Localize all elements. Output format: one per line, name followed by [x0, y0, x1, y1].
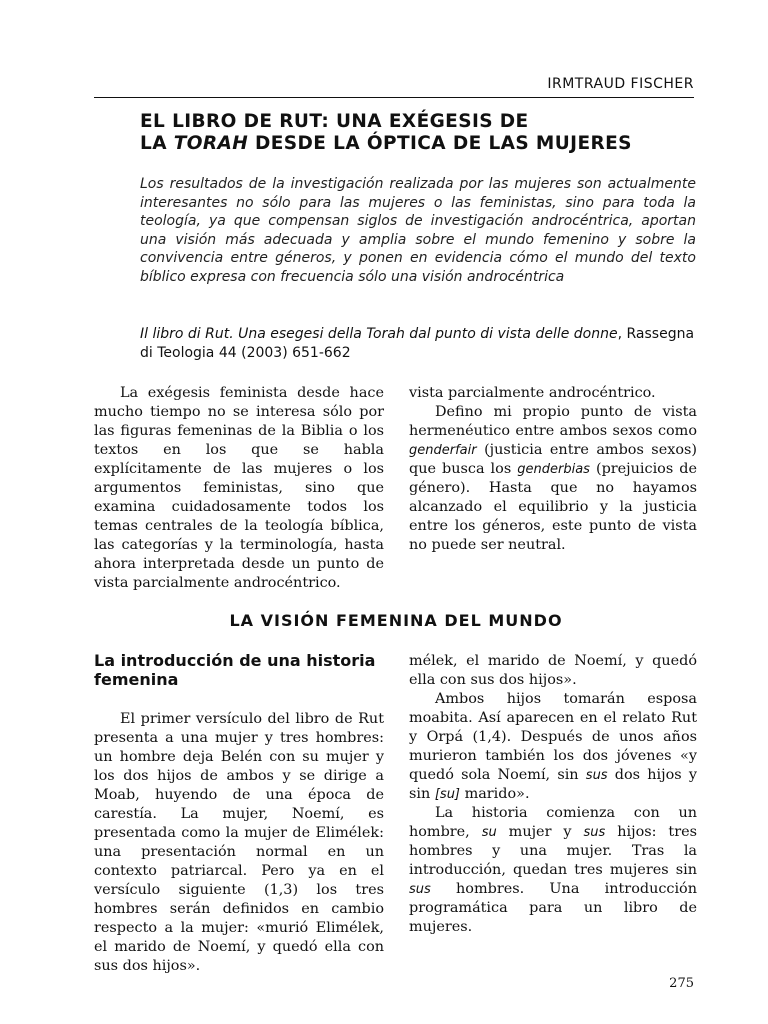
intro-paragraph-1-continued: vista parcialmente androcéntrico. [409, 385, 656, 401]
term-genderbias: genderbias [517, 462, 590, 477]
s-p3-c: hijos: tres hombres y una mujer. Tras la introducción, quedan tres mujeres sin [409, 824, 697, 878]
s-p3-b: mujer y [496, 824, 584, 840]
section-heading: LA VISIÓN FEMENINA DEL MUNDO [229, 611, 563, 630]
section-paragraph-1-continued: mélek, el marido de Noemí, y quedó ella con sus dos hijos». [409, 653, 697, 688]
s-p2-sus: sus [585, 768, 608, 783]
intro-column-right [409, 384, 697, 555]
title-line-1: EL LIBRO DE RUT: UNA EXÉGESIS DE [140, 111, 529, 132]
section-column-right [409, 652, 697, 937]
s-p2-b: dos hijos y sin [409, 767, 697, 802]
article-title [140, 111, 700, 155]
header-rule [94, 97, 694, 98]
p2-text-b: (justicia entre ambos sexos) que busca los [409, 442, 697, 477]
running-header-author: IRMTRAUD FISCHER [547, 76, 694, 92]
intro-paragraph-1: La exégesis feminista desde hace mucho tiempo no se interesa sólo por las figuras femeninas de la Biblia o los textos en los que se habla explícitamente de las mujeres o los argumentos feministas, sino que examina cuidadosamente todos los temas centrales de la teología bíblica, las categorías y la terminología, hasta ahora interpretada desde un punto de vista parcialmente androcéntrico. [94, 385, 384, 591]
section-paragraph-2 [409, 690, 697, 804]
reference-title: Il libro di Rut. Una esegesi della Torah dal punto di vista delle donne [140, 326, 618, 342]
s-p3-su: su [481, 825, 497, 840]
title-line-2-start: LA [140, 133, 174, 154]
p2-text-c: (prejuicios de género). Hasta que no hayamos alcanzado el equilibrio y la justicia entre los géneros, este punto de vista no puede ser neutral. [409, 461, 697, 553]
intro-column-left [94, 384, 384, 593]
s-p3-sus-1: sus [583, 825, 606, 840]
p2-text-a: Defino mi propio punto de vista hermenéutico entre ambos sexos como [409, 404, 697, 439]
s-p2-a: Ambos hijos tomarán esposa moabita. Así aparecen en el relato Rut y Orpá (1,4). Después de unos años murieron también los dos jóvenes «y quedó sola Noemí, sin [409, 691, 697, 783]
reference-source: , Rassegna di Teologia 44 (2003) 651-662 [140, 326, 695, 361]
section-paragraph-3 [409, 804, 697, 937]
page-number: 275 [669, 976, 694, 991]
section-paragraph-1: El primer versículo del libro de Rut presenta a una mujer y tres hombres: un hombre deja Belén con su mujer y los dos hijos de ambos y se dirige a Moab, huyendo de una época de carestía. La mujer, Noemí, es presentada como la mujer de Elimélek: una presentación normal en un contexto patriarcal. Pero ya en el versículo siguiente (1,3) los tres hombres serán definidos en cambio respecto a la mujer: «murió Elimélek, el marido de Noemí, y quedó ella con sus dos hijos». [94, 711, 384, 974]
section-column-left [94, 710, 384, 974]
article-abstract: Los resultados de la investigación realizada por las mujeres son actualmente interesantes no sólo para las mujeres o las feministas, sino para toda la teología, ya que compensan siglos de investigación androcéntrica, aportan una visión más adecuada y amplia sobre el mundo femenino y sobre la convivencia entre géneros, y ponen en evidencia cómo el mundo del texto bíblico expresa con frecuencia sólo una visión androcéntrica [140, 176, 696, 285]
title-torah: TORAH [173, 133, 249, 154]
subsection-heading: La introducción de una historia femenina [94, 651, 376, 689]
s-p3-a: La historia comienza con un hombre, [409, 805, 697, 840]
term-genderfair: genderfair [409, 443, 477, 458]
s-p2-su-bracket: [su] [434, 787, 460, 802]
s-p2-c: marido». [460, 786, 530, 802]
title-line-2 [140, 133, 700, 155]
title-line-2-end: DESDE LA ÓPTICA DE LAS MUJERES [248, 133, 632, 154]
s-p3-d: hombres. Una introducción programática para un libro de mujeres. [409, 881, 697, 935]
s-p3-sus-2: sus [409, 882, 431, 897]
intro-paragraph-2 [409, 403, 697, 555]
article-reference [140, 325, 696, 363]
